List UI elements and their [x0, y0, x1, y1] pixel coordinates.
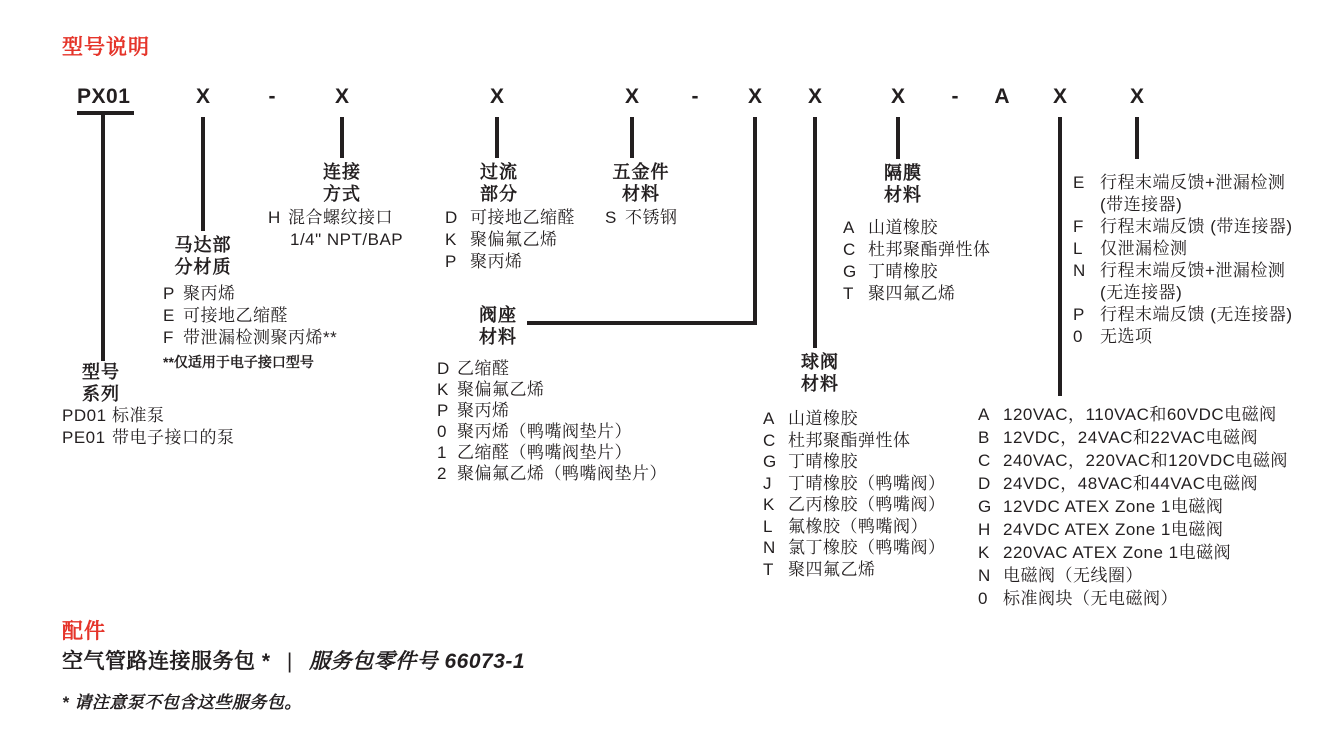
prefix-drop-line [101, 111, 105, 361]
option-code: P [1073, 305, 1085, 324]
hardware-drop-line [630, 117, 634, 158]
solenoid-option [978, 404, 1277, 425]
diaphragm-option [843, 261, 938, 282]
option-label: 电磁阀（无线圈） [1003, 566, 1143, 585]
diaphragm-section-title [853, 162, 953, 206]
option-code: PD01 [62, 406, 107, 425]
ball-option [763, 473, 946, 494]
option-label: 可接地乙缩醛 [470, 208, 575, 227]
motor-title-line2: 分材质 [174, 257, 232, 277]
connection-option-subline: 1/4" NPT/BAP [290, 230, 404, 249]
option-code: 0 [1073, 327, 1083, 346]
option-code: H [268, 208, 281, 227]
option-code: J [763, 474, 772, 493]
accessories-footnote: * 请注意泵不包含这些服务包。 [62, 693, 302, 712]
ball-option [763, 537, 946, 558]
wetted-title-line1: 过流 [480, 162, 518, 182]
seat-title-line1: 阀座 [479, 305, 517, 325]
seat-option [437, 379, 545, 400]
option-code: K [978, 543, 990, 562]
option-label-line2: (无连接器) [1100, 283, 1183, 302]
solenoid-option [978, 519, 1223, 540]
seat-title-line2: 材料 [479, 327, 517, 347]
option-label: 山道橡胶 [788, 409, 858, 428]
option-code: PE01 [62, 428, 106, 447]
option-label [1100, 260, 1285, 304]
motor-option [163, 305, 288, 326]
solenoid-option [978, 588, 1178, 609]
model-code-dash: - [691, 85, 699, 108]
solenoid-option [978, 565, 1143, 586]
model-code-char: X [334, 85, 349, 108]
option-code: P [437, 401, 449, 420]
option-code: C [978, 451, 991, 470]
seat-option [437, 358, 510, 379]
option-code: A [843, 218, 855, 237]
option-label: 杜邦聚酯弹性体 [868, 240, 991, 259]
model-code-char: X [747, 85, 762, 108]
option-code: C [843, 240, 856, 259]
option-label: 不锈钢 [625, 208, 678, 227]
feedback-option [1073, 260, 1293, 304]
diaphragm-title-line1: 隔膜 [884, 163, 922, 183]
wetted-drop-line [495, 117, 499, 158]
motor-option [163, 327, 337, 348]
model-code-char: X [890, 85, 905, 108]
feedback-option [1073, 238, 1293, 260]
option-code: F [1073, 217, 1084, 236]
option-label: 120VAC，110VAC和60VDC电磁阀 [1003, 405, 1277, 424]
model-code-char: X [489, 85, 504, 108]
option-label: 聚偏氟乙烯（鸭嘴阀垫片） [457, 464, 667, 483]
solenoid-option [978, 496, 1223, 517]
option-code: A [978, 405, 990, 424]
option-code: E [163, 306, 175, 325]
option-code: K [445, 230, 457, 249]
option-code: H [978, 520, 991, 539]
seat-option [437, 400, 510, 421]
option-label: 12VDC，24VAC和22VAC电磁阀 [1003, 428, 1259, 447]
option-label: 24VDC ATEX Zone 1电磁阀 [1003, 520, 1224, 539]
hardware-title-line1: 五金件 [612, 162, 670, 182]
option-label: 聚四氟乙烯 [868, 284, 956, 303]
ball-drop-line [813, 117, 817, 348]
model-code-char: X [1129, 85, 1144, 108]
option-label: 12VDC ATEX Zone 1电磁阀 [1003, 497, 1224, 516]
accessories-item [62, 645, 525, 675]
diaphragm-drop-line [896, 117, 900, 159]
prefix-tee-bar [77, 111, 134, 115]
option-code: C [763, 431, 776, 450]
option-label: 混合螺纹接口 [288, 208, 393, 227]
ball-option [763, 451, 858, 472]
seat-connector-line [527, 321, 757, 325]
model-code-dash: - [951, 85, 959, 108]
option-label: 聚丙烯 [470, 252, 523, 271]
motor-title-line1: 马达部 [174, 235, 232, 255]
wetted-option [445, 207, 575, 228]
ball-option [763, 559, 876, 580]
option-code: A [763, 409, 775, 428]
wetted-option [445, 251, 523, 272]
option-label: 乙缩醛（鸭嘴阀垫片） [457, 443, 632, 462]
seat-option [437, 421, 632, 442]
series-option [62, 427, 235, 448]
ball-option [763, 430, 911, 451]
model-code-char: X [195, 85, 210, 108]
option-label: 聚四氟乙烯 [788, 560, 876, 579]
ball-option [763, 516, 928, 537]
option-label-line1: 行程末端反馈+泄漏检测 [1100, 261, 1286, 280]
option-code: F [163, 328, 174, 347]
option-code: D [437, 359, 450, 378]
diaphragm-title-line2: 材料 [884, 185, 922, 205]
model-code-char: X [624, 85, 639, 108]
option-label: 带泄漏检测聚丙烯** [183, 328, 338, 347]
wetted-section-title [449, 161, 549, 205]
option-label: 无选项 [1100, 327, 1153, 346]
ball-section-title [770, 351, 870, 395]
option-label: 氯丁橡胶（鸭嘴阀） [788, 538, 946, 557]
option-label: 220VAC ATEX Zone 1电磁阀 [1003, 543, 1232, 562]
connection-title-line1: 连接 [323, 162, 361, 182]
option-label: 丁晴橡胶 [868, 262, 938, 281]
option-code: G [763, 452, 777, 471]
option-code: P [445, 252, 457, 271]
option-label: 标准阀块（无电磁阀） [1003, 589, 1178, 608]
option-code: D [445, 208, 458, 227]
solenoid-option [978, 450, 1288, 471]
option-code: G [843, 262, 857, 281]
option-label: 行程末端反馈 (带连接器) [1100, 217, 1293, 236]
option-code: N [1073, 261, 1086, 280]
option-label: 杜邦聚酯弹性体 [788, 431, 911, 450]
feedback-option [1073, 172, 1293, 216]
option-code: N [978, 566, 991, 585]
option-label: 240VAC，220VAC和120VDC电磁阀 [1003, 451, 1288, 470]
option-code: 1 [437, 443, 447, 462]
accessories-separator: | [286, 650, 293, 673]
ball-title-line2: 材料 [801, 374, 839, 394]
option-label: 乙丙橡胶（鸭嘴阀） [788, 495, 946, 514]
series-title-line2: 系列 [82, 384, 120, 404]
solenoid-drop-line [1058, 117, 1062, 396]
option-code: E [1073, 173, 1085, 192]
feedback-drop-line [1135, 117, 1139, 159]
option-code: B [978, 428, 990, 447]
option-label: 聚丙烯 [183, 284, 236, 303]
option-code: 0 [978, 589, 988, 608]
option-label: 山道橡胶 [868, 218, 938, 237]
option-code: L [1073, 239, 1083, 258]
option-label: 行程末端反馈 (无连接器) [1100, 305, 1293, 324]
accessories-title: 配件 [62, 620, 106, 643]
feedback-option [1073, 304, 1293, 326]
ball-option [763, 494, 946, 515]
seat-section-title [448, 304, 548, 348]
connection-option [268, 207, 393, 228]
solenoid-option [978, 473, 1258, 494]
option-code: S [605, 208, 617, 227]
motor-footnote: **仅适用于电子接口型号 [163, 354, 314, 370]
option-code: G [978, 497, 992, 516]
diaphragm-option [843, 283, 956, 304]
seat-drop-line [753, 117, 757, 325]
diaphragm-option [843, 217, 938, 238]
option-code: P [163, 284, 175, 303]
option-label: 仅泄漏检测 [1100, 239, 1188, 258]
option-label: 可接地乙缩醛 [183, 306, 288, 325]
option-code: T [843, 284, 854, 303]
hardware-title-line2: 材料 [622, 184, 660, 204]
feedback-option [1073, 326, 1293, 348]
option-label: 聚丙烯（鸭嘴阀垫片） [457, 422, 632, 441]
model-code-dash: - [268, 85, 276, 108]
option-label: 标准泵 [112, 406, 165, 425]
series-option [62, 405, 165, 426]
motor-section-title [143, 234, 263, 278]
hardware-option [605, 207, 678, 228]
motor-drop-line [201, 117, 205, 231]
model-code-char: X [807, 85, 822, 108]
option-code: 0 [437, 422, 447, 441]
accessories-item-name: 空气管路连接服务包 * [62, 650, 271, 673]
accessories-part-number: 服务包零件号 66073-1 [309, 650, 526, 673]
option-label: 丁晴橡胶 [788, 452, 858, 471]
option-label: 聚偏氟乙烯 [457, 380, 545, 399]
option-label-line2: (带连接器) [1100, 195, 1183, 214]
feedback-option-list [1073, 172, 1293, 348]
model-code-char: A [994, 85, 1010, 108]
option-label: 氟橡胶（鸭嘴阀） [788, 517, 928, 536]
series-title-line1: 型号 [82, 362, 120, 382]
seat-option [437, 442, 632, 463]
wetted-title-line2: 部分 [480, 184, 518, 204]
option-code: K [437, 380, 449, 399]
series-section-title [51, 361, 151, 405]
connection-title-line2: 方式 [323, 184, 361, 204]
connection-drop-line [340, 117, 344, 158]
motor-option [163, 283, 236, 304]
option-label: 带电子接口的泵 [112, 428, 235, 447]
option-label: 聚丙烯 [457, 401, 510, 420]
feedback-option [1073, 216, 1293, 238]
ball-title-line1: 球阀 [801, 352, 839, 372]
solenoid-option [978, 542, 1231, 563]
ball-option [763, 408, 858, 429]
option-label: 聚偏氟乙烯 [470, 230, 558, 249]
option-label-line1: 行程末端反馈+泄漏检测 [1100, 173, 1286, 192]
hardware-section-title [591, 161, 691, 205]
solenoid-option [978, 427, 1258, 448]
option-label: 乙缩醛 [457, 359, 510, 378]
wetted-option [445, 229, 558, 250]
option-code: N [763, 538, 776, 557]
option-code: D [978, 474, 991, 493]
page-title: 型号说明 [62, 36, 150, 59]
diaphragm-option [843, 239, 991, 260]
option-code: 2 [437, 464, 447, 483]
option-code: T [763, 560, 774, 579]
model-code-char: X [1052, 85, 1067, 108]
option-label [1100, 172, 1285, 216]
option-label: 丁晴橡胶（鸭嘴阀） [788, 474, 946, 493]
model-code-prefix: PX01 [77, 85, 131, 108]
seat-option [437, 463, 667, 484]
option-label: 24VDC，48VAC和44VAC电磁阀 [1003, 474, 1259, 493]
option-code: K [763, 495, 775, 514]
connection-section-title [292, 161, 392, 205]
option-code: L [763, 517, 773, 536]
